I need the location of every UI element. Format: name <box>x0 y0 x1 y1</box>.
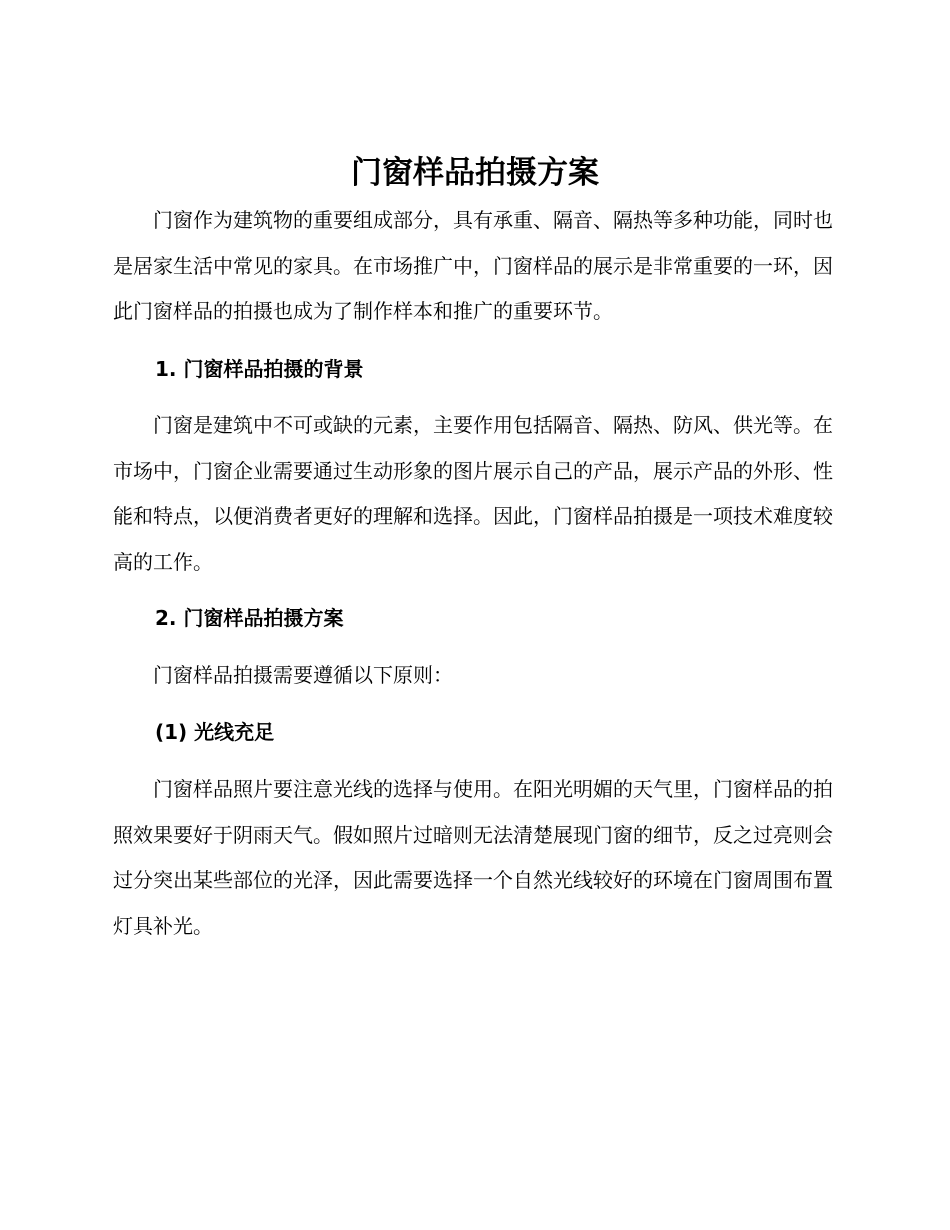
subsection-1-heading: (1) 光线充足 <box>155 720 275 744</box>
section-1-paragraph: 门窗是建筑中不可或缺的元素，主要作用包括隔音、隔热、防风、供光等。在市场中，门窗企业需要通过生动形象的图片展示自己的产品，展示产品的外形、性能和特点，以便消费者更好的理解和选择。因此，门窗样品拍摄是一项技术难度较高的工作。 <box>113 413 833 574</box>
section-2-paragraph: 门窗样品拍摄需要遵循以下原则： <box>153 663 453 687</box>
document-title: 门窗样品拍摄方案 <box>351 155 599 191</box>
section-2-heading: 2. 门窗样品拍摄方案 <box>155 606 344 630</box>
subsection-1-paragraph: 门窗样品照片要注意光线的选择与使用。在阳光明媚的天气里，门窗样品的拍照效果要好于阴雨天气。假如照片过暗则无法清楚展现门窗的细节，反之过亮则会过分突出某些部位的光泽，因此需要选择一个自然光线较好的环境在门窗周围布置灯具补光。 <box>113 777 833 938</box>
intro-paragraph: 门窗作为建筑物的重要组成部分，具有承重、隔音、隔热等多种功能，同时也是居家生活中常见的家具。在市场推广中，门窗样品的展示是非常重要的一环，因此门窗样品的拍摄也成为了制作样本和推广的重要环节。 <box>113 208 833 323</box>
section-1-heading: 1. 门窗样品拍摄的背景 <box>155 357 364 381</box>
